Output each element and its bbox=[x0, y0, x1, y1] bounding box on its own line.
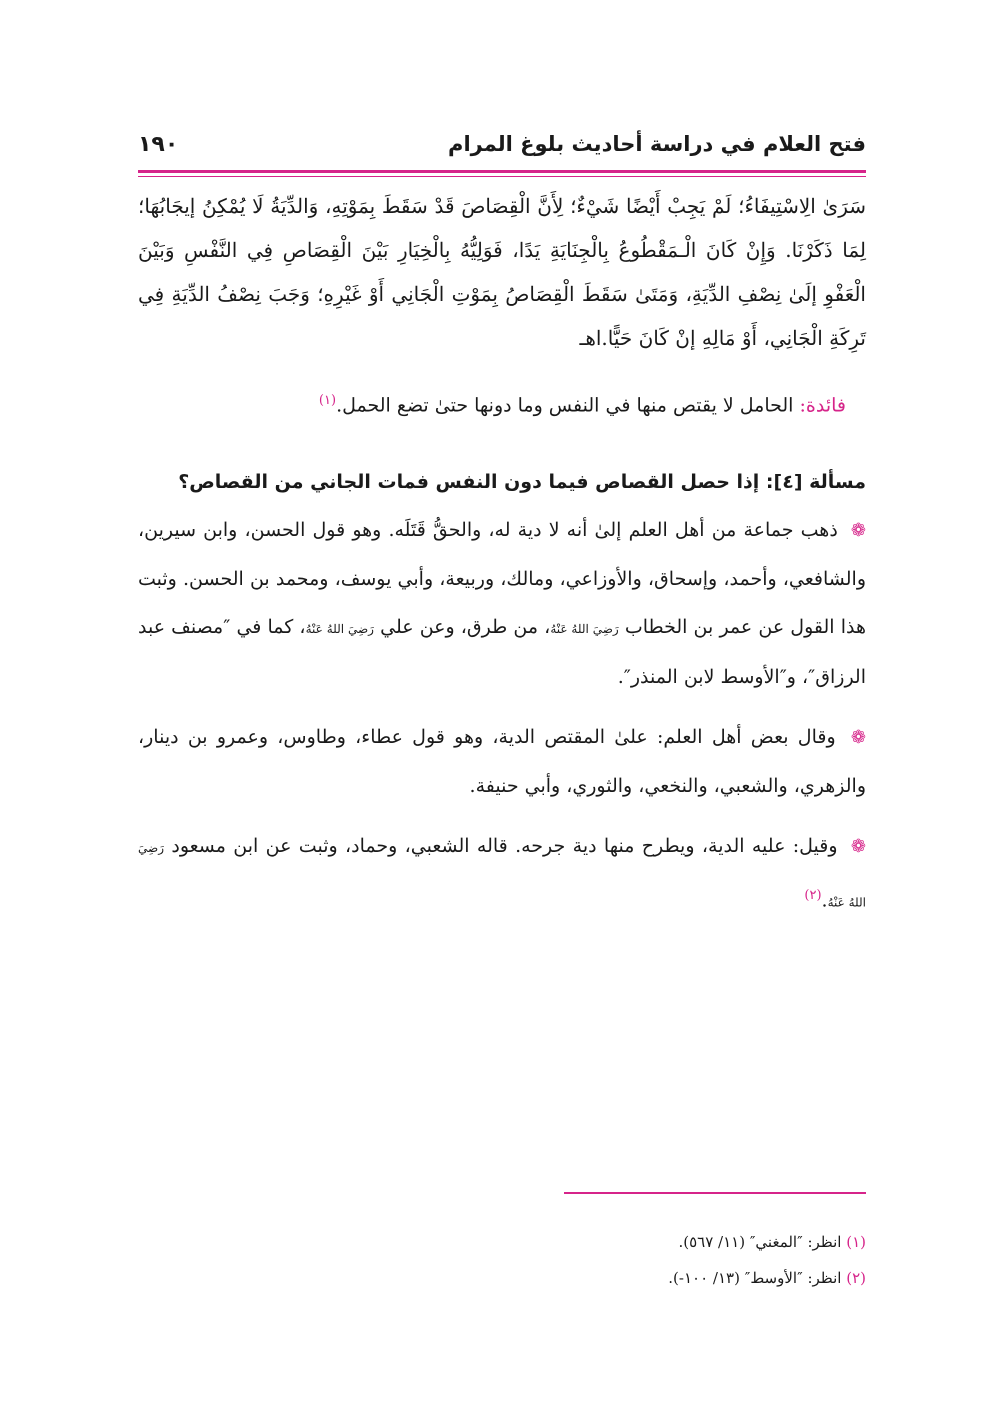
benefit-note bbox=[138, 386, 866, 420]
flower-bullet-icon: ❁ bbox=[850, 836, 866, 858]
footnote-2-text: انظر: ″الأوسط″ (١٣/ ١٠٠-). bbox=[668, 1269, 847, 1287]
footnote-2 bbox=[138, 1260, 866, 1296]
opinion-1-text-after: ، كما في ″مصنف عبد الرزاق″، و″الأوسط لابن المنذر″. bbox=[138, 616, 866, 689]
footnote-separator bbox=[564, 1192, 866, 1194]
opinion-3-end: . bbox=[821, 889, 828, 912]
opinion-paragraph-3 bbox=[138, 822, 866, 926]
flower-bullet-icon: ❁ bbox=[850, 520, 866, 542]
opinion-2-text: وقال بعض أهل العلم: علىٰ المقتص الدية، وهو قول عطاء، وطاوس، وعمرو بن دينار، والزهري، والشعبي، والنخعي، والثوري، وأبي حنيفة. bbox=[138, 726, 866, 798]
header-rule-thin bbox=[138, 176, 866, 177]
main-content bbox=[138, 184, 866, 927]
page-number: ١٩٠ bbox=[138, 132, 179, 157]
opinion-3-text: وقيل: عليه الدية، ويطرح منها دية جرحه. قاله الشعبي، وحماد، وثبت عن ابن مسعود bbox=[171, 835, 845, 858]
footnote-2-number: (٢) bbox=[846, 1269, 866, 1287]
issue-text: إذا حصل القصاص فيما دون النفس فمات الجاني من القصاص؟ bbox=[178, 471, 766, 494]
honorific-1: رَضِيَ اللهُ عَنْهُ bbox=[550, 622, 619, 637]
header-rule-thick bbox=[138, 170, 866, 173]
issue-heading bbox=[138, 458, 866, 506]
benefit-label: فائدة: bbox=[799, 394, 846, 417]
honorific-2: رَضِيَ اللهُ عَنْهُ bbox=[305, 622, 374, 637]
opinion-1-text-before: ذهب جماعة من أهل العلم إلىٰ أنه لا دية له، والحقُّ قَتَلَه. وهو قول الحسن، وابن سيرين، والشافعي، وأحمد، وإسحاق، والأوزاعي، ومالك، وربيعة، وأبي يوسف، ومحمد بن الحسن. وثبت هذا القول عن عمر بن الخطاب bbox=[138, 519, 867, 639]
opinion-paragraph-2 bbox=[138, 713, 866, 810]
footnote-1 bbox=[138, 1224, 866, 1260]
opinion-paragraph-1 bbox=[138, 506, 866, 701]
footnote-ref-1[interactable]: (١) bbox=[318, 393, 337, 408]
flower-bullet-icon: ❁ bbox=[850, 727, 866, 749]
opinion-1-text-middle: ، من طرق، وعن علي bbox=[380, 616, 551, 639]
running-header bbox=[138, 128, 866, 168]
issue-label: مسألة [٤]: bbox=[765, 471, 866, 494]
book-title: فتح العلام في دراسة أحاديث بلوغ المرام bbox=[448, 132, 866, 156]
footnotes bbox=[138, 1224, 866, 1296]
footnote-ref-2[interactable]: (٢) bbox=[804, 888, 822, 904]
intro-paragraph: سَرَىٰ الِاسْتِيفَاءُ؛ لَمْ يَجِبْ أَيْضًا شَيْءٌ؛ لِأَنَّ الْقِصَاصَ قَدْ سَقَطَ بِمَوْتِهِ، وَالدِّيَةُ لَا يُمْكِنُ إيجَابُهَا؛ لِمَا ذَكَرْنَا. وَإِنْ كَانَ الْـمَقْطُوعُ بِالْجِنَايَةِ يَدًا، فَوَلِيُّهُ بِالْخِيَارِ بَيْنَ الْقِصَاصِ فِي النَّفْسِ وَبَيْنَ الْعَفْوِ إلَىٰ نِصْفِ الدِّيَةِ، وَمَتَىٰ سَقَطَ الْقِصَاصُ بِمَوْتِ الْجَانِي أَوْ غَيْرِهِ؛ وَجَبَ نِصْفُ الدِّيَةِ فِي تَرِكَةِ الْجَانِي، أَوْ مَالِهِ إنْ كَانَ حَيًّا.اهـ bbox=[138, 194, 866, 350]
benefit-text: الحامل لا يقتص منها في النفس وما دونها حتىٰ تضع الحمل. bbox=[336, 394, 800, 417]
footnote-1-number: (١) bbox=[846, 1233, 866, 1251]
book-page bbox=[138, 0, 866, 1418]
honorific-3: رَضِيَ اللهُ عَنْهُ bbox=[138, 841, 866, 910]
footnote-1-text: انظر: ″المغني″ (١١/ ٥٦٧). bbox=[678, 1233, 847, 1251]
